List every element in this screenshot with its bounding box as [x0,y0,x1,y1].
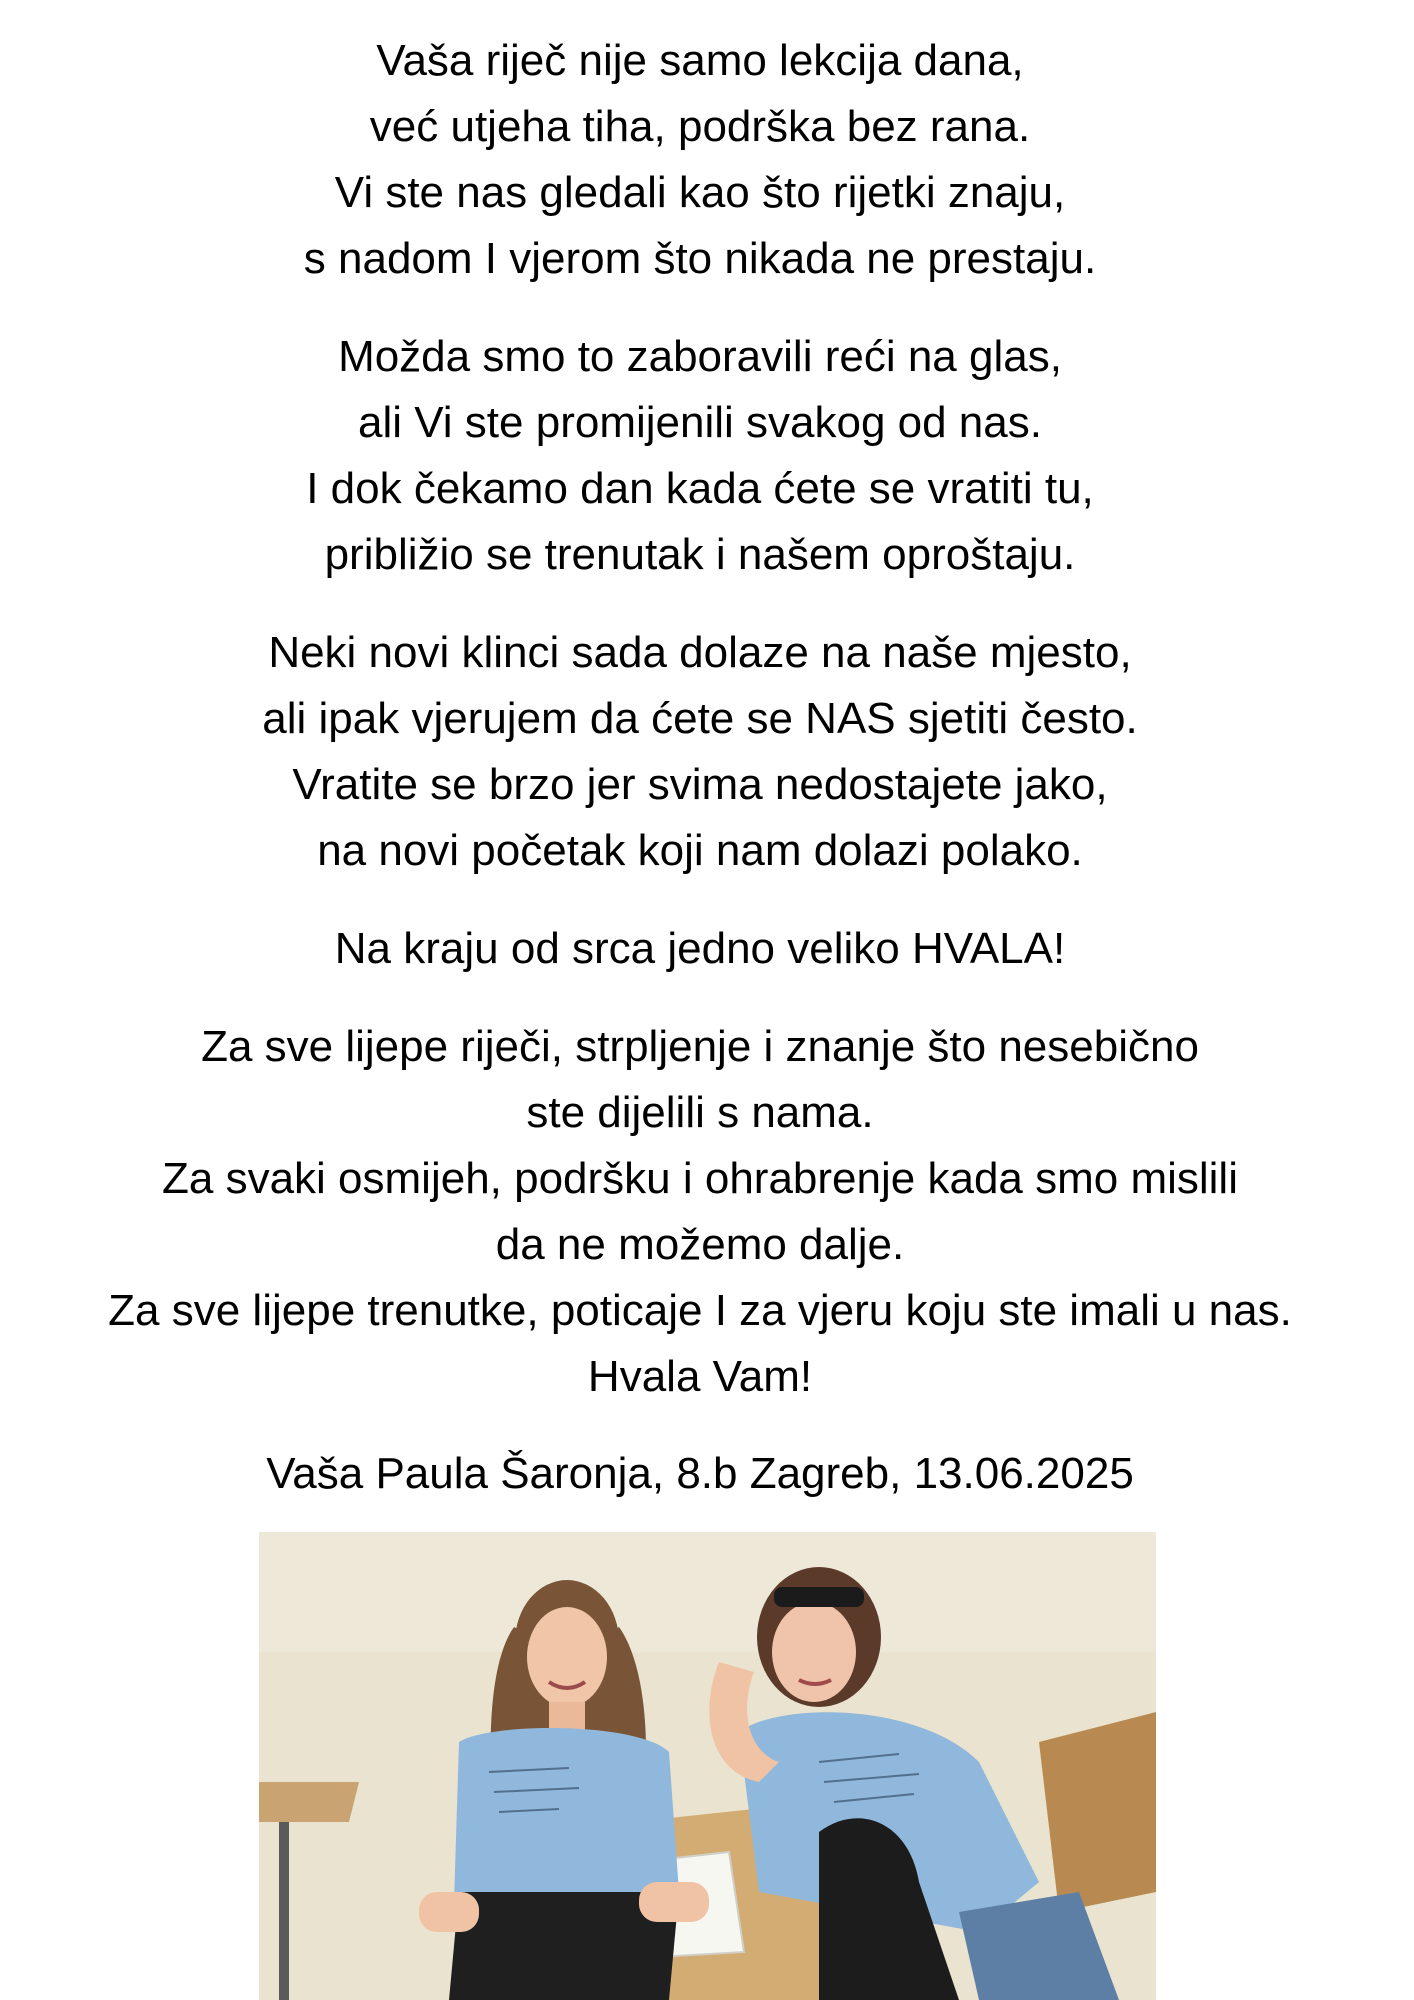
poem-line: I dok čekamo dan kada ćete se vratiti tu, [306,464,1094,513]
poem-line: Vratite se brzo jer svima nedostajete jako, [292,760,1108,809]
poem-line: ali Vi ste promijenili svakog od nas. [358,398,1042,447]
thanks-line: ste dijelili s nama. [526,1088,874,1137]
poem-line: Možda smo to zaboravili reći na glas, [338,332,1062,381]
thanks-line: da ne možemo dalje. [495,1220,905,1269]
poem-line: s nadom I vjerom što nikada ne prestaju. [303,234,1097,283]
poem-line: približio se trenutak i našem oproštaju. [324,530,1076,579]
poem-line: Vaša riječ nije samo lekcija dana, [376,36,1024,85]
stanza-3 [0,620,1400,884]
poem-line: Vi ste nas gledali kao što rijetki znaju, [334,168,1066,217]
thanks-line: Za svaki osmijeh, podršku i ohrabrenje kada smo mislili [162,1154,1238,1203]
photo-desk-left [259,1782,359,1822]
poem [0,28,1400,1442]
poem-line: ali ipak vjerujem da ćete se NAS sjetiti često. [262,694,1138,743]
stanza-2 [0,324,1400,588]
photo-chair-right [1039,1712,1156,1912]
stanza-1 [0,28,1400,292]
poem-line: Neki novi klinci sada dolaze na naše mjesto, [268,628,1132,677]
stanza-5 [0,1014,1400,1410]
thanks-line: Hvala Vam! [587,1352,813,1401]
thanks-line: Za sve lijepe riječi, strpljenje i znanje što nesebično [201,1022,1199,1071]
photo-two-students [259,1532,1156,2000]
photo-shirt-left [454,1728,679,1902]
signature: Vaša Paula Šaronja, 8.b Zagreb, 13.06.2025 [266,1449,1134,1498]
poem-line: već utjeha tiha, podrška bez rana. [369,102,1031,151]
thanks-line: Za sve lijepe trenutke, poticaje I za vjeru koju ste imali u nas. [108,1286,1292,1335]
stanza-4 [0,916,1400,982]
poem-line: na novi početak koji nam dolazi polako. [317,826,1083,875]
photo-sunglasses [774,1587,864,1607]
poem-line: Na kraju od srca jedno veliko HVALA! [334,924,1066,973]
